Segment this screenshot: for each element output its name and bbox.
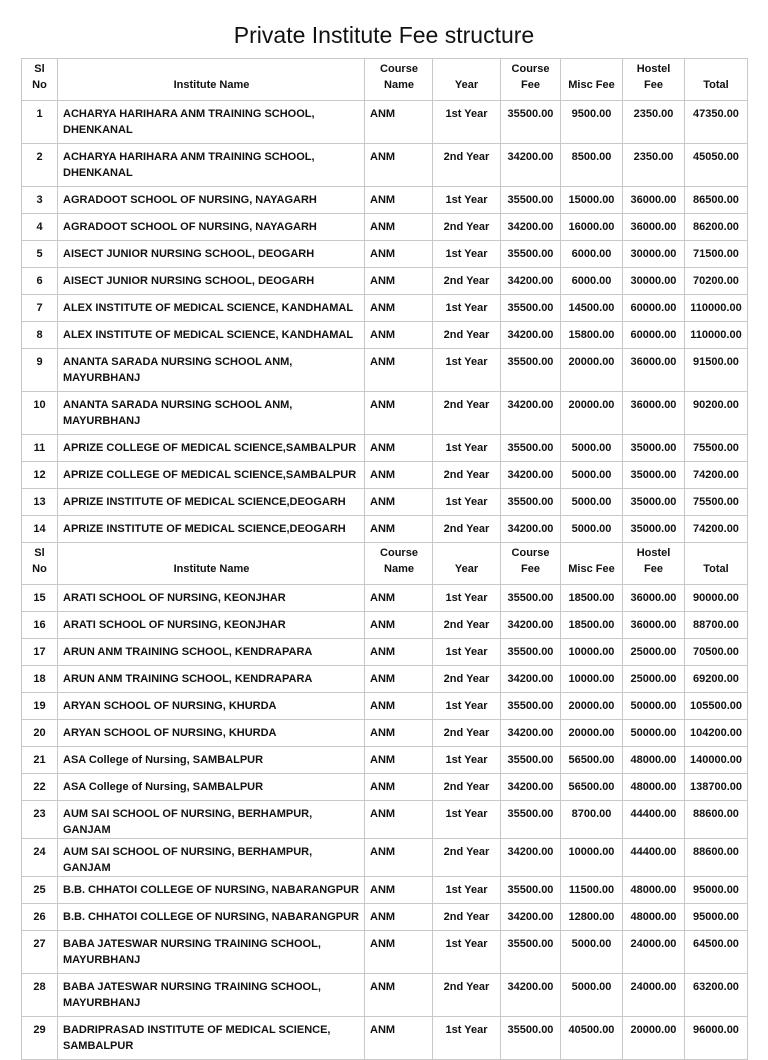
cell-fee: 34200.00 [501, 666, 561, 693]
fee-table-1 [21, 58, 748, 543]
cell-misc: 12800.00 [561, 904, 623, 931]
cell-course: ANM [365, 214, 433, 241]
cell-year: 2nd Year [433, 904, 501, 931]
cell-course: ANM [365, 666, 433, 693]
cell-year: 1st Year [433, 101, 501, 144]
cell-sl: 19 [22, 693, 58, 720]
cell-fee: 35500.00 [501, 747, 561, 774]
cell-hostel: 30000.00 [623, 241, 685, 268]
cell-total: 86200.00 [685, 214, 748, 241]
cell-misc: 10000.00 [561, 666, 623, 693]
cell-hostel: 48000.00 [623, 877, 685, 904]
cell-hostel: 60000.00 [623, 322, 685, 349]
table-row [22, 1017, 748, 1060]
header-course: Course Name [365, 543, 433, 585]
cell-course: ANM [365, 931, 433, 974]
cell-hostel: 25000.00 [623, 666, 685, 693]
header-year: Year [433, 59, 501, 101]
cell-course: ANM [365, 904, 433, 931]
cell-name: ASA College of Nursing, SAMBALPUR [58, 774, 365, 801]
cell-total: 86500.00 [685, 187, 748, 214]
cell-sl: 26 [22, 904, 58, 931]
cell-hostel: 44400.00 [623, 839, 685, 877]
cell-hostel: 25000.00 [623, 639, 685, 666]
cell-sl: 1 [22, 101, 58, 144]
cell-total: 110000.00 [685, 322, 748, 349]
cell-year: 1st Year [433, 1017, 501, 1060]
cell-course: ANM [365, 612, 433, 639]
table-row [22, 693, 748, 720]
cell-year: 1st Year [433, 931, 501, 974]
cell-hostel: 44400.00 [623, 801, 685, 839]
cell-course: ANM [365, 349, 433, 392]
header-row [22, 59, 748, 101]
header-sl: Sl No [22, 543, 58, 585]
cell-sl: 17 [22, 639, 58, 666]
cell-misc: 20000.00 [561, 693, 623, 720]
cell-course: ANM [365, 747, 433, 774]
cell-total: 110000.00 [685, 295, 748, 322]
cell-total: 95000.00 [685, 877, 748, 904]
cell-hostel: 35000.00 [623, 516, 685, 543]
cell-sl: 20 [22, 720, 58, 747]
cell-year: 2nd Year [433, 612, 501, 639]
cell-misc: 9500.00 [561, 101, 623, 144]
table-row [22, 516, 748, 543]
cell-fee: 34200.00 [501, 974, 561, 1017]
cell-misc: 8500.00 [561, 144, 623, 187]
cell-hostel: 48000.00 [623, 747, 685, 774]
cell-name: APRIZE INSTITUTE OF MEDICAL SCIENCE,DEOGARH [58, 516, 365, 543]
cell-misc: 5000.00 [561, 489, 623, 516]
cell-total: 74200.00 [685, 516, 748, 543]
cell-name: APRIZE INSTITUTE OF MEDICAL SCIENCE,DEOGARH [58, 489, 365, 516]
cell-name: ASA College of Nursing, SAMBALPUR [58, 747, 365, 774]
cell-name: AGRADOOT SCHOOL OF NURSING, NAYAGARH [58, 187, 365, 214]
cell-misc: 6000.00 [561, 241, 623, 268]
cell-total: 75500.00 [685, 435, 748, 462]
cell-misc: 20000.00 [561, 720, 623, 747]
cell-sl: 10 [22, 392, 58, 435]
cell-year: 1st Year [433, 295, 501, 322]
cell-year: 1st Year [433, 693, 501, 720]
table-row [22, 877, 748, 904]
cell-course: ANM [365, 144, 433, 187]
cell-total: 96000.00 [685, 1017, 748, 1060]
cell-year: 2nd Year [433, 839, 501, 877]
cell-hostel: 36000.00 [623, 392, 685, 435]
cell-fee: 35500.00 [501, 931, 561, 974]
cell-course: ANM [365, 392, 433, 435]
cell-total: 64500.00 [685, 931, 748, 974]
cell-name: AUM SAI SCHOOL OF NURSING, BERHAMPUR, GANJAM [58, 839, 365, 877]
cell-total: 69200.00 [685, 666, 748, 693]
cell-sl: 5 [22, 241, 58, 268]
cell-hostel: 35000.00 [623, 489, 685, 516]
cell-fee: 34200.00 [501, 516, 561, 543]
cell-sl: 7 [22, 295, 58, 322]
cell-fee: 34200.00 [501, 144, 561, 187]
cell-total: 138700.00 [685, 774, 748, 801]
cell-name: ANANTA SARADA NURSING SCHOOL ANM, MAYURBHANJ [58, 392, 365, 435]
cell-fee: 34200.00 [501, 214, 561, 241]
cell-name: ACHARYA HARIHARA ANM TRAINING SCHOOL, DHENKANAL [58, 101, 365, 144]
table-row [22, 268, 748, 295]
cell-fee: 35500.00 [501, 349, 561, 392]
cell-fee: 34200.00 [501, 322, 561, 349]
cell-sl: 21 [22, 747, 58, 774]
cell-fee: 35500.00 [501, 241, 561, 268]
cell-year: 2nd Year [433, 268, 501, 295]
cell-misc: 15000.00 [561, 187, 623, 214]
cell-name: ARYAN SCHOOL OF NURSING, KHURDA [58, 720, 365, 747]
cell-name: AUM SAI SCHOOL OF NURSING, BERHAMPUR, GANJAM [58, 801, 365, 839]
table-row [22, 241, 748, 268]
cell-misc: 18500.00 [561, 612, 623, 639]
cell-fee: 34200.00 [501, 904, 561, 931]
header-year: Year [433, 543, 501, 585]
cell-hostel: 24000.00 [623, 931, 685, 974]
cell-course: ANM [365, 974, 433, 1017]
cell-total: 70200.00 [685, 268, 748, 295]
cell-total: 63200.00 [685, 974, 748, 1017]
table-row [22, 489, 748, 516]
cell-year: 2nd Year [433, 666, 501, 693]
cell-year: 2nd Year [433, 720, 501, 747]
cell-misc: 14500.00 [561, 295, 623, 322]
cell-misc: 5000.00 [561, 516, 623, 543]
cell-course: ANM [365, 268, 433, 295]
cell-total: 70500.00 [685, 639, 748, 666]
table-row [22, 214, 748, 241]
header-misc: Misc Fee [561, 543, 623, 585]
cell-name: ARYAN SCHOOL OF NURSING, KHURDA [58, 693, 365, 720]
cell-sl: 2 [22, 144, 58, 187]
cell-total: 88700.00 [685, 612, 748, 639]
cell-fee: 35500.00 [501, 435, 561, 462]
cell-total: 74200.00 [685, 462, 748, 489]
cell-sl: 9 [22, 349, 58, 392]
cell-name: ANANTA SARADA NURSING SCHOOL ANM, MAYURBHANJ [58, 349, 365, 392]
table-row [22, 904, 748, 931]
cell-sl: 24 [22, 839, 58, 877]
cell-name: ARUN ANM TRAINING SCHOOL, KENDRAPARA [58, 639, 365, 666]
cell-misc: 5000.00 [561, 931, 623, 974]
cell-total: 140000.00 [685, 747, 748, 774]
cell-misc: 16000.00 [561, 214, 623, 241]
header-sl: Sl No [22, 59, 58, 101]
cell-year: 1st Year [433, 187, 501, 214]
cell-misc: 40500.00 [561, 1017, 623, 1060]
cell-fee: 35500.00 [501, 1017, 561, 1060]
table-row [22, 322, 748, 349]
header-course: Course Name [365, 59, 433, 101]
table-row [22, 392, 748, 435]
cell-year: 2nd Year [433, 516, 501, 543]
cell-sl: 28 [22, 974, 58, 1017]
cell-year: 1st Year [433, 639, 501, 666]
table-row [22, 639, 748, 666]
table-row [22, 774, 748, 801]
cell-misc: 8700.00 [561, 801, 623, 839]
cell-fee: 35500.00 [501, 489, 561, 516]
table-row [22, 839, 748, 877]
cell-total: 45050.00 [685, 144, 748, 187]
cell-course: ANM [365, 801, 433, 839]
cell-sl: 18 [22, 666, 58, 693]
cell-course: ANM [365, 877, 433, 904]
cell-hostel: 2350.00 [623, 101, 685, 144]
cell-course: ANM [365, 462, 433, 489]
cell-course: ANM [365, 639, 433, 666]
cell-course: ANM [365, 1017, 433, 1060]
cell-fee: 35500.00 [501, 639, 561, 666]
cell-sl: 6 [22, 268, 58, 295]
table-row [22, 801, 748, 839]
cell-course: ANM [365, 295, 433, 322]
page-title: Private Institute Fee structure [233, 22, 535, 48]
cell-misc: 11500.00 [561, 877, 623, 904]
cell-hostel: 36000.00 [623, 349, 685, 392]
cell-sl: 27 [22, 931, 58, 974]
cell-course: ANM [365, 241, 433, 268]
table-row [22, 462, 748, 489]
cell-misc: 20000.00 [561, 392, 623, 435]
cell-course: ANM [365, 516, 433, 543]
cell-fee: 34200.00 [501, 720, 561, 747]
table-row [22, 585, 748, 612]
cell-fee: 34200.00 [501, 392, 561, 435]
cell-name: APRIZE COLLEGE OF MEDICAL SCIENCE,SAMBALPUR [58, 462, 365, 489]
cell-name: AISECT JUNIOR NURSING SCHOOL, DEOGARH [58, 268, 365, 295]
cell-year: 1st Year [433, 747, 501, 774]
cell-sl: 11 [22, 435, 58, 462]
cell-name: BABA JATESWAR NURSING TRAINING SCHOOL, MAYURBHANJ [58, 931, 365, 974]
cell-name: AGRADOOT SCHOOL OF NURSING, NAYAGARH [58, 214, 365, 241]
fee-table-2 [21, 542, 748, 1060]
table-row [22, 144, 748, 187]
cell-year: 2nd Year [433, 322, 501, 349]
cell-total: 90000.00 [685, 585, 748, 612]
header-total: Total [685, 59, 748, 101]
cell-total: 88600.00 [685, 839, 748, 877]
cell-year: 2nd Year [433, 214, 501, 241]
cell-misc: 56500.00 [561, 747, 623, 774]
header-total: Total [685, 543, 748, 585]
cell-total: 71500.00 [685, 241, 748, 268]
cell-course: ANM [365, 101, 433, 144]
cell-fee: 34200.00 [501, 268, 561, 295]
cell-name: ARATI SCHOOL OF NURSING, KEONJHAR [58, 585, 365, 612]
cell-course: ANM [365, 585, 433, 612]
table-row [22, 435, 748, 462]
cell-total: 90200.00 [685, 392, 748, 435]
table-row [22, 187, 748, 214]
cell-hostel: 35000.00 [623, 435, 685, 462]
header-fee: Course Fee [501, 59, 561, 101]
cell-hostel: 36000.00 [623, 585, 685, 612]
cell-hostel: 2350.00 [623, 144, 685, 187]
cell-total: 75500.00 [685, 489, 748, 516]
cell-fee: 35500.00 [501, 187, 561, 214]
cell-year: 1st Year [433, 349, 501, 392]
cell-misc: 6000.00 [561, 268, 623, 295]
cell-misc: 56500.00 [561, 774, 623, 801]
table-row [22, 974, 748, 1017]
cell-total: 91500.00 [685, 349, 748, 392]
cell-sl: 3 [22, 187, 58, 214]
table-row [22, 720, 748, 747]
header-fee: Course Fee [501, 543, 561, 585]
cell-hostel: 36000.00 [623, 612, 685, 639]
cell-hostel: 24000.00 [623, 974, 685, 1017]
cell-hostel: 50000.00 [623, 720, 685, 747]
table-row [22, 747, 748, 774]
cell-fee: 34200.00 [501, 839, 561, 877]
cell-total: 47350.00 [685, 101, 748, 144]
cell-sl: 29 [22, 1017, 58, 1060]
cell-hostel: 48000.00 [623, 904, 685, 931]
table-row [22, 931, 748, 974]
cell-misc: 18500.00 [561, 585, 623, 612]
cell-course: ANM [365, 489, 433, 516]
cell-misc: 10000.00 [561, 839, 623, 877]
cell-hostel: 48000.00 [623, 774, 685, 801]
cell-hostel: 50000.00 [623, 693, 685, 720]
cell-name: ARUN ANM TRAINING SCHOOL, KENDRAPARA [58, 666, 365, 693]
cell-year: 2nd Year [433, 774, 501, 801]
cell-total: 88600.00 [685, 801, 748, 839]
cell-misc: 5000.00 [561, 462, 623, 489]
cell-fee: 35500.00 [501, 295, 561, 322]
cell-hostel: 36000.00 [623, 187, 685, 214]
cell-name: AISECT JUNIOR NURSING SCHOOL, DEOGARH [58, 241, 365, 268]
cell-fee: 34200.00 [501, 774, 561, 801]
cell-course: ANM [365, 435, 433, 462]
cell-name: APRIZE COLLEGE OF MEDICAL SCIENCE,SAMBALPUR [58, 435, 365, 462]
cell-name: B.B. CHHATOI COLLEGE OF NURSING, NABARANGPUR [58, 904, 365, 931]
cell-name: ALEX INSTITUTE OF MEDICAL SCIENCE, KANDHAMAL [58, 295, 365, 322]
cell-total: 104200.00 [685, 720, 748, 747]
cell-year: 1st Year [433, 489, 501, 516]
header-hostel: Hostel Fee [623, 543, 685, 585]
cell-course: ANM [365, 693, 433, 720]
cell-name: B.B. CHHATOI COLLEGE OF NURSING, NABARANGPUR [58, 877, 365, 904]
cell-fee: 35500.00 [501, 877, 561, 904]
header-hostel: Hostel Fee [623, 59, 685, 101]
cell-year: 1st Year [433, 585, 501, 612]
cell-course: ANM [365, 774, 433, 801]
cell-name: ARATI SCHOOL OF NURSING, KEONJHAR [58, 612, 365, 639]
cell-year: 2nd Year [433, 144, 501, 187]
cell-hostel: 35000.00 [623, 462, 685, 489]
cell-course: ANM [365, 322, 433, 349]
cell-course: ANM [365, 839, 433, 877]
cell-sl: 25 [22, 877, 58, 904]
cell-fee: 34200.00 [501, 612, 561, 639]
cell-year: 2nd Year [433, 974, 501, 1017]
header-row [22, 543, 748, 585]
table-row [22, 101, 748, 144]
table-row [22, 295, 748, 322]
cell-hostel: 60000.00 [623, 295, 685, 322]
cell-sl: 8 [22, 322, 58, 349]
cell-misc: 15800.00 [561, 322, 623, 349]
cell-name: BADRIPRASAD INSTITUTE OF MEDICAL SCIENCE, SAMBALPUR [58, 1017, 365, 1060]
cell-fee: 35500.00 [501, 101, 561, 144]
cell-total: 95000.00 [685, 904, 748, 931]
cell-hostel: 36000.00 [623, 214, 685, 241]
cell-sl: 23 [22, 801, 58, 839]
cell-sl: 16 [22, 612, 58, 639]
cell-sl: 12 [22, 462, 58, 489]
cell-year: 2nd Year [433, 392, 501, 435]
cell-sl: 4 [22, 214, 58, 241]
cell-hostel: 20000.00 [623, 1017, 685, 1060]
cell-sl: 14 [22, 516, 58, 543]
table-row [22, 666, 748, 693]
cell-fee: 35500.00 [501, 693, 561, 720]
header-name: Institute Name [58, 543, 365, 585]
cell-course: ANM [365, 187, 433, 214]
cell-year: 2nd Year [433, 462, 501, 489]
cell-year: 1st Year [433, 241, 501, 268]
cell-sl: 15 [22, 585, 58, 612]
cell-hostel: 30000.00 [623, 268, 685, 295]
cell-misc: 10000.00 [561, 639, 623, 666]
header-misc: Misc Fee [561, 59, 623, 101]
cell-course: ANM [365, 720, 433, 747]
header-name: Institute Name [58, 59, 365, 101]
cell-total: 105500.00 [685, 693, 748, 720]
cell-misc: 5000.00 [561, 974, 623, 1017]
cell-fee: 35500.00 [501, 585, 561, 612]
cell-misc: 20000.00 [561, 349, 623, 392]
cell-misc: 5000.00 [561, 435, 623, 462]
cell-sl: 13 [22, 489, 58, 516]
cell-name: BABA JATESWAR NURSING TRAINING SCHOOL, MAYURBHANJ [58, 974, 365, 1017]
cell-sl: 22 [22, 774, 58, 801]
cell-year: 1st Year [433, 435, 501, 462]
cell-year: 1st Year [433, 801, 501, 839]
cell-fee: 35500.00 [501, 801, 561, 839]
table-row [22, 612, 748, 639]
cell-name: ACHARYA HARIHARA ANM TRAINING SCHOOL, DHENKANAL [58, 144, 365, 187]
cell-fee: 34200.00 [501, 462, 561, 489]
table-row [22, 349, 748, 392]
cell-name: ALEX INSTITUTE OF MEDICAL SCIENCE, KANDHAMAL [58, 322, 365, 349]
cell-year: 1st Year [433, 877, 501, 904]
